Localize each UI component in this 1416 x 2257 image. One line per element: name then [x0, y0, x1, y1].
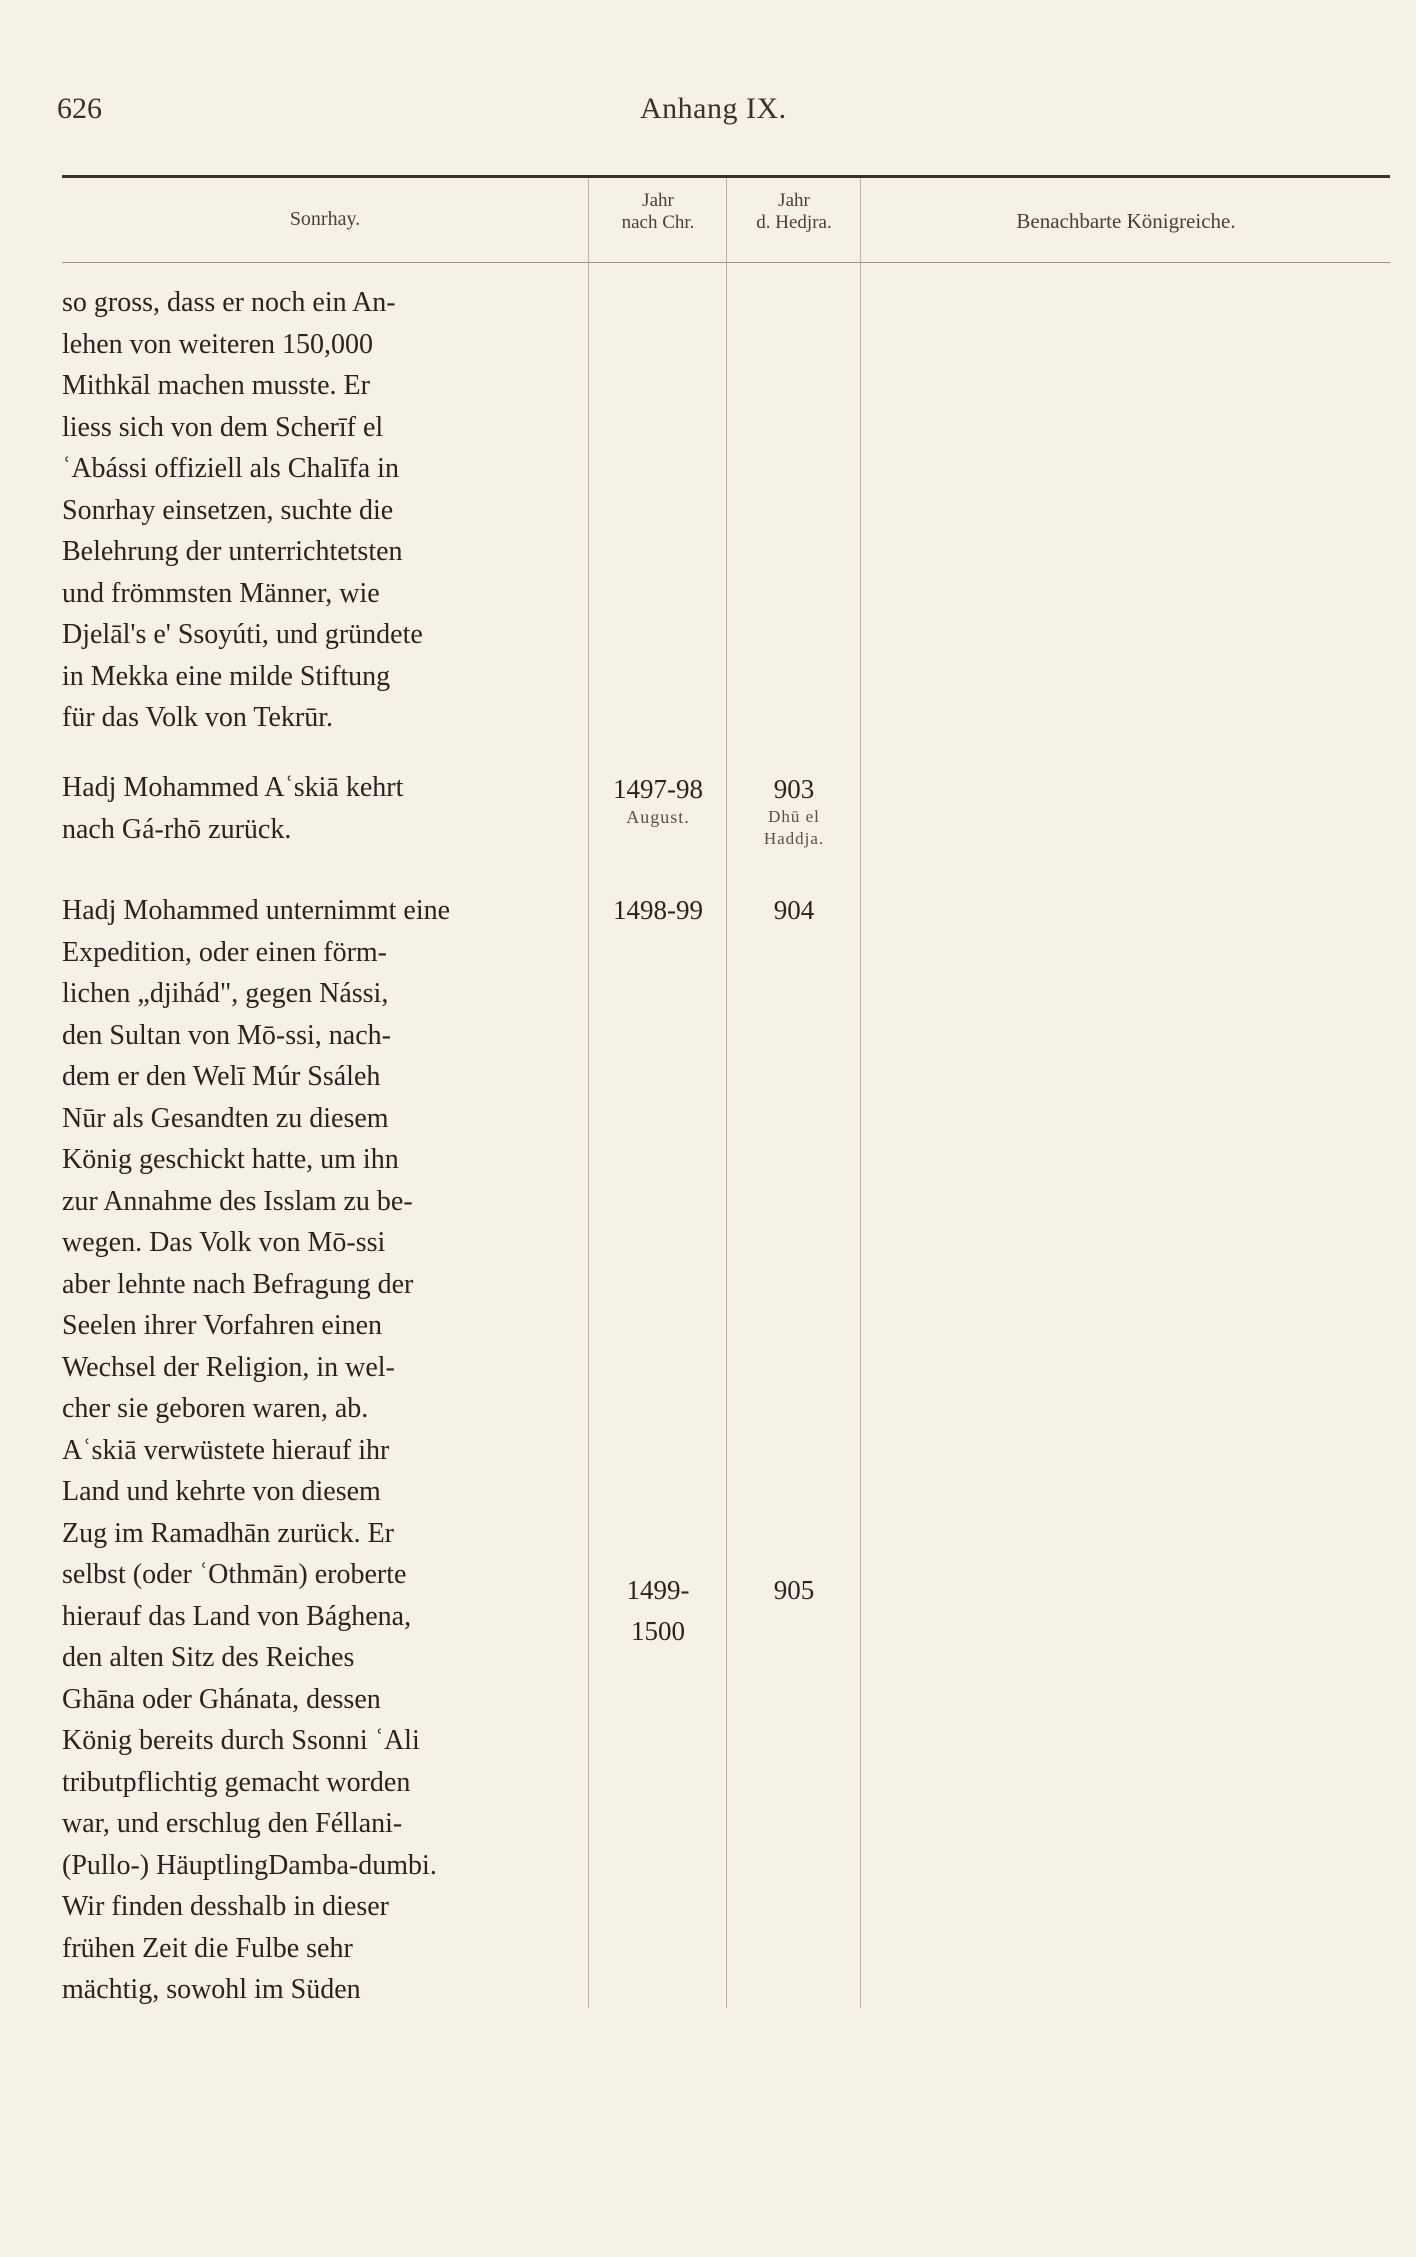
year-hedjra-1 [728, 772, 860, 850]
year-hedjra-value: 905 [773, 1575, 815, 1605]
text-line: König bereits durch Ssonni ʿAli [62, 1725, 420, 1756]
text-line: Seelen ihrer Vorfahren einen [62, 1310, 383, 1341]
text-line: tributpflichtig gemacht worden [62, 1766, 411, 1798]
text-line: liess sich von dem Scherīf el [62, 411, 384, 443]
year-hedjra-3 [728, 1570, 860, 1611]
text-line: Wechsel der Religion, in wel- [62, 1351, 395, 1383]
year-hedjra-month-line-1: Dhū el [768, 807, 820, 826]
year-hedjra-value: 904 [773, 895, 815, 925]
text-line: Mithkāl machen musste. Er [62, 370, 370, 401]
year-chr-value-line-2: 1500 [631, 1616, 685, 1646]
text-line: nach Gá-rhō zurück. [62, 813, 292, 845]
column-divider [860, 178, 861, 2008]
text-line: aber lehnte nach Befragung der [62, 1268, 414, 1300]
text-line: mächtig, sowohl im Süden [62, 1974, 361, 2005]
text-line: ʿAbássi offiziell als Chalīfa in [62, 453, 399, 484]
column-divider [588, 178, 589, 2008]
text-line: Expedition, oder einen förm- [62, 936, 388, 968]
text-line: Aʿskiā verwüstete hierauf ihr [62, 1434, 390, 1466]
text-line: selbst (oder ʿOthmān) eroberte [62, 1559, 407, 1590]
column-header-jahr-nach-chr-line-2: nach Chr. [621, 212, 695, 233]
text-line: Hadj Mohammed Aʿskiā kehrt [62, 772, 404, 803]
text-line: und frömmsten Männer, wie [62, 577, 380, 609]
text-line: Zug im Ramadhān zurück. Er [62, 1517, 395, 1549]
entry-sonrhay-3 [62, 890, 572, 2011]
text-line: cher sie geboren waren, ab. [62, 1393, 369, 1424]
text-line: Sonrhay einsetzen, suchte die [62, 494, 394, 526]
text-line: Land und kehrte von diesem [62, 1476, 381, 1507]
year-chr-3 [590, 1570, 726, 1652]
text-line: so gross, dass er noch ein An- [62, 287, 396, 318]
text-line: König geschickt hatte, um ihn [62, 1144, 399, 1175]
year-hedjra-2 [728, 893, 860, 927]
text-line: den Sultan von Mō-ssi, nach- [62, 1019, 391, 1051]
column-header-jahr-nach-chr-line-1: Jahr [642, 190, 674, 211]
year-chr-1 [590, 772, 726, 828]
year-chr-value: 1497-98 [613, 774, 703, 804]
running-head [0, 92, 1416, 132]
text-line: zur Annahme des Isslam zu be- [62, 1185, 413, 1217]
column-header-benachbarte-koenigreiche: Benachbarte Königreiche. [1016, 209, 1236, 233]
text-line: hierauf das Land von Bághena, [62, 1600, 412, 1632]
year-hedjra-month-line-2: Haddja. [763, 829, 825, 848]
text-line: dem er den Welī Múr Ssáleh [62, 1061, 381, 1092]
text-line: lichen „djihád", gegen Nássi, [62, 978, 389, 1009]
text-line: war, und erschlug den Féllani- [62, 1808, 403, 1839]
text-line: Hadj Mohammed unternimmt eine [62, 895, 451, 926]
year-hedjra-value: 903 [773, 774, 815, 804]
column-header-sonrhay: Sonrhay. [289, 208, 361, 230]
text-line: lehen von weiteren 150,000 [62, 328, 374, 360]
text-line: Nūr als Gesandten zu diesem [62, 1102, 389, 1134]
text-line: wegen. Das Volk von Mō-ssi [62, 1227, 386, 1258]
page-head-title: Anhang IX. [640, 92, 787, 125]
page-number: 626 [57, 92, 102, 125]
text-line: Djelāl's e' Ssoyúti, und gründete [62, 619, 423, 650]
text-line: den alten Sitz des Reiches [62, 1642, 355, 1673]
text-line: für das Volk von Tekrūr. [62, 702, 334, 733]
entry-sonrhay-1 [62, 282, 572, 739]
year-chr-month: August. [626, 807, 690, 827]
year-chr-value-line-1: 1499- [626, 1575, 690, 1605]
text-line: in Mekka eine milde Stiftung [62, 660, 391, 692]
text-line: (Pullo-) HäuptlingDamba-dumbi. [62, 1849, 437, 1881]
text-line: frühen Zeit die Fulbe sehr [62, 1932, 353, 1964]
entry-sonrhay-2 [62, 767, 572, 850]
text-line: Wir finden desshalb in dieser [62, 1891, 390, 1922]
year-chr-2 [590, 893, 726, 927]
column-header-jahr-hedjra [728, 190, 860, 234]
column-header-jahr-hedjra-line-1: Jahr [778, 190, 810, 211]
column-header-jahr-nach-chr [590, 190, 726, 234]
year-chr-value: 1498-99 [613, 895, 703, 925]
text-line: Belehrung der unterrichtetsten [62, 536, 403, 567]
text-line: Ghāna oder Ghánata, dessen [62, 1683, 381, 1715]
column-divider [726, 178, 727, 2008]
column-header-jahr-hedjra-line-2: d. Hedjra. [756, 212, 832, 233]
